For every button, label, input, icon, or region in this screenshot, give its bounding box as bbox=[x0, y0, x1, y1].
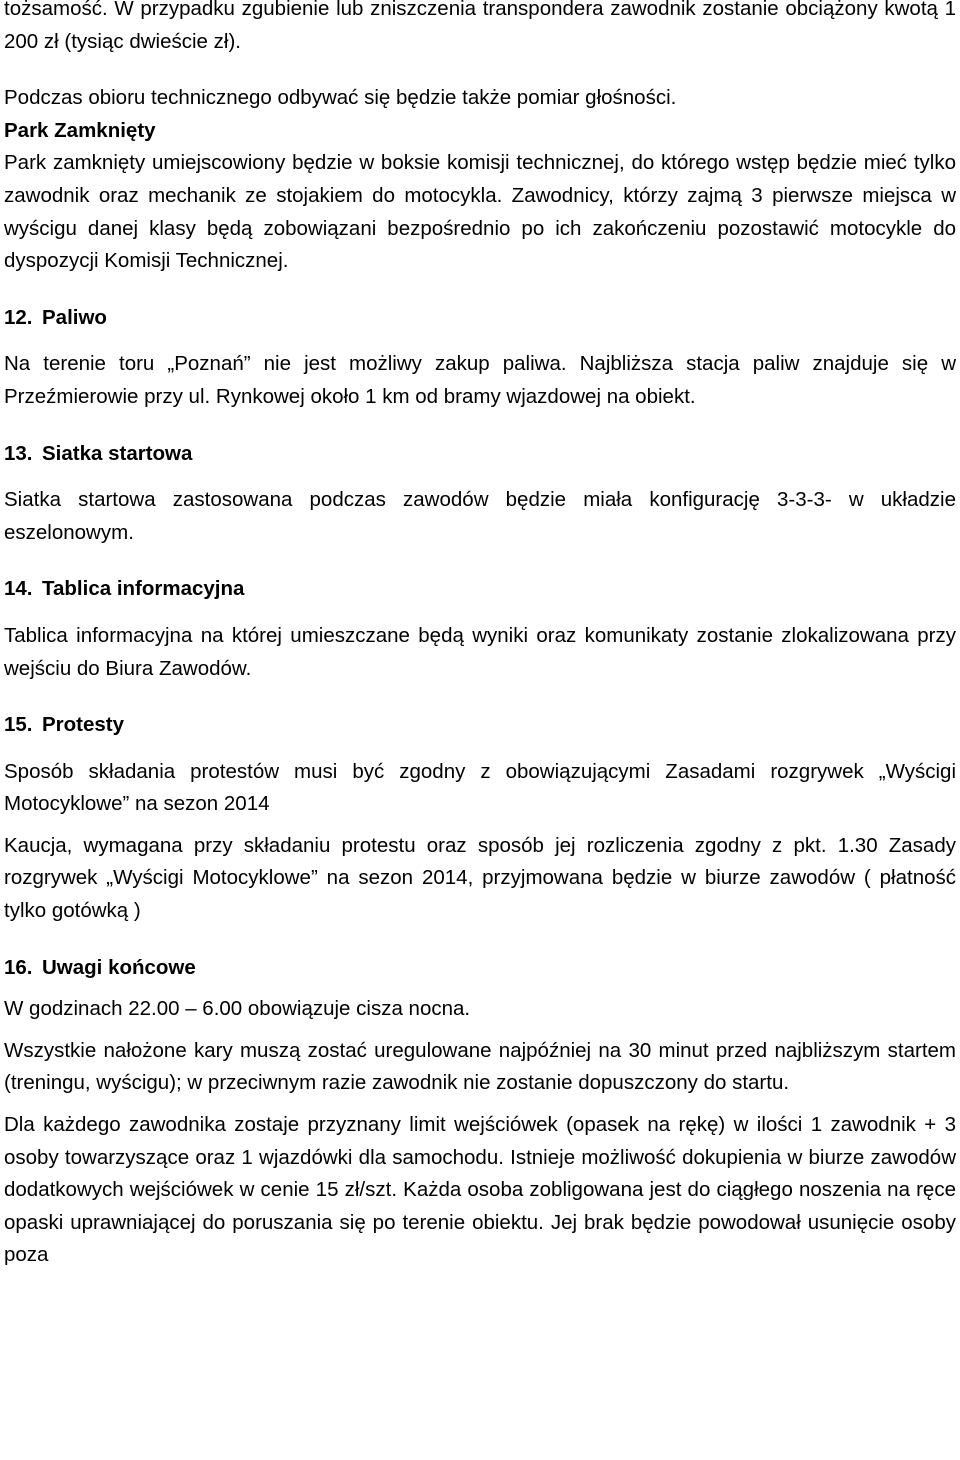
section-paragraph: Tablica informacyjna na której umieszczane będą wyniki oraz komunikaty zostanie zlokalizowana przy wejściu do Biura Zawodów. bbox=[4, 623, 956, 680]
park-closed-paragraph: Park zamknięty umiejscowiony będzie w boksie komisji technicznej, do którego wstęp będzie mieć tylko zawodnik oraz mechanik ze stojakiem do motocykla. Zawodnicy, którzy zajmą 3 pierwsze miejsca w wyścigu danej klasy będą zobowiązani bezpośrednio po ich zakończeniu pozostawić motocykle do dyspozycji Komisji Technicznej. bbox=[4, 151, 956, 273]
section-paragraph: Sposób składania protestów musi być zgodny z obowiązującymi Zasadami rozgrywek „Wyścigi Motocyklowe” na sezon 2014 bbox=[4, 759, 956, 816]
section-fuel bbox=[4, 302, 956, 414]
section-protests bbox=[4, 709, 956, 928]
section-heading bbox=[4, 302, 956, 335]
section-title: Siatka startowa bbox=[42, 441, 193, 465]
section-number: 12. bbox=[4, 305, 33, 329]
intro-paragraph: tożsamość. W przypadku zgubienie lub zniszczenia transpondera zawodnik zostanie obciążony kwotą 1 200 zł (tysiąc dwieście zł). bbox=[4, 0, 956, 53]
park-closed-title: Park Zamknięty bbox=[4, 118, 156, 142]
section-title: Tablica informacyjna bbox=[42, 577, 245, 601]
section-final-remarks bbox=[4, 952, 956, 1272]
section-paragraph: Wszystkie nałożone kary muszą zostać uregulowane najpóźniej na 30 minut przed najbliższym startem (treningu, wyścigu); w przeciwnym razie zawodnik nie zostanie dopuszczony do startu. bbox=[4, 1038, 956, 1095]
section-paragraph: W godzinach 22.00 – 6.00 obowiązuje cisza nocna. bbox=[4, 997, 471, 1021]
section-heading bbox=[4, 438, 956, 471]
section-notice-board bbox=[4, 573, 956, 685]
section-title: Uwagi końcowe bbox=[42, 955, 196, 979]
section-paragraph: Kaucja, wymagana przy składaniu protestu oraz sposób jej rozliczenia zgodny z pkt. 1.30 Zasady rozgrywek „Wyścigi Motocyklowe” na sezon 2014, przyjmowana będzie w biurze zawodów ( płatność tylko gotówką ) bbox=[4, 833, 956, 923]
section-paragraph: Na terenie toru „Poznań” nie jest możliwy zakup paliwa. Najbliższa stacja paliw znajduje się w Przeźmierowie przy ul. Rynkowej około 1 km od bramy wjazdowej na obiekt. bbox=[4, 352, 956, 408]
section-title: Protesty bbox=[42, 713, 125, 737]
section-heading bbox=[4, 709, 956, 742]
section-starting-grid bbox=[4, 438, 956, 550]
section-number: 13. bbox=[4, 441, 33, 465]
section-number: 16. bbox=[4, 955, 33, 979]
section-number: 14. bbox=[4, 577, 33, 601]
section-paragraph: Dla każdego zawodnika zostaje przyznany limit wejściówek (opasek na rękę) w ilości 1 zawodnik + 3 osoby towarzyszące oraz 1 wjazdówki dla samochodu. Istnieje możliwość dokupienia w biurze zawodów dodatkowych wejściówek w cenie 15 zł/szt. Każda osoba zobligowana jest do ciągłego noszenia na ręce opaski uprawniającej do poruszania się po terenie obiektu. Jej brak będzie powodował usunięcie osoby poza bbox=[4, 1113, 956, 1267]
section-heading bbox=[4, 573, 956, 606]
section-title: Paliwo bbox=[42, 305, 107, 329]
section-paragraph: Siatka startowa zastosowana podczas zawodów będzie miała konfigurację 3-3-3- w układzie eszelonowym. bbox=[4, 488, 956, 544]
noise-measurement-paragraph: Podczas obioru technicznego odbywać się będzie także pomiar głośności. bbox=[4, 86, 677, 110]
document-page bbox=[4, 0, 956, 1272]
section-number: 15. bbox=[4, 713, 33, 737]
section-heading bbox=[4, 952, 956, 985]
